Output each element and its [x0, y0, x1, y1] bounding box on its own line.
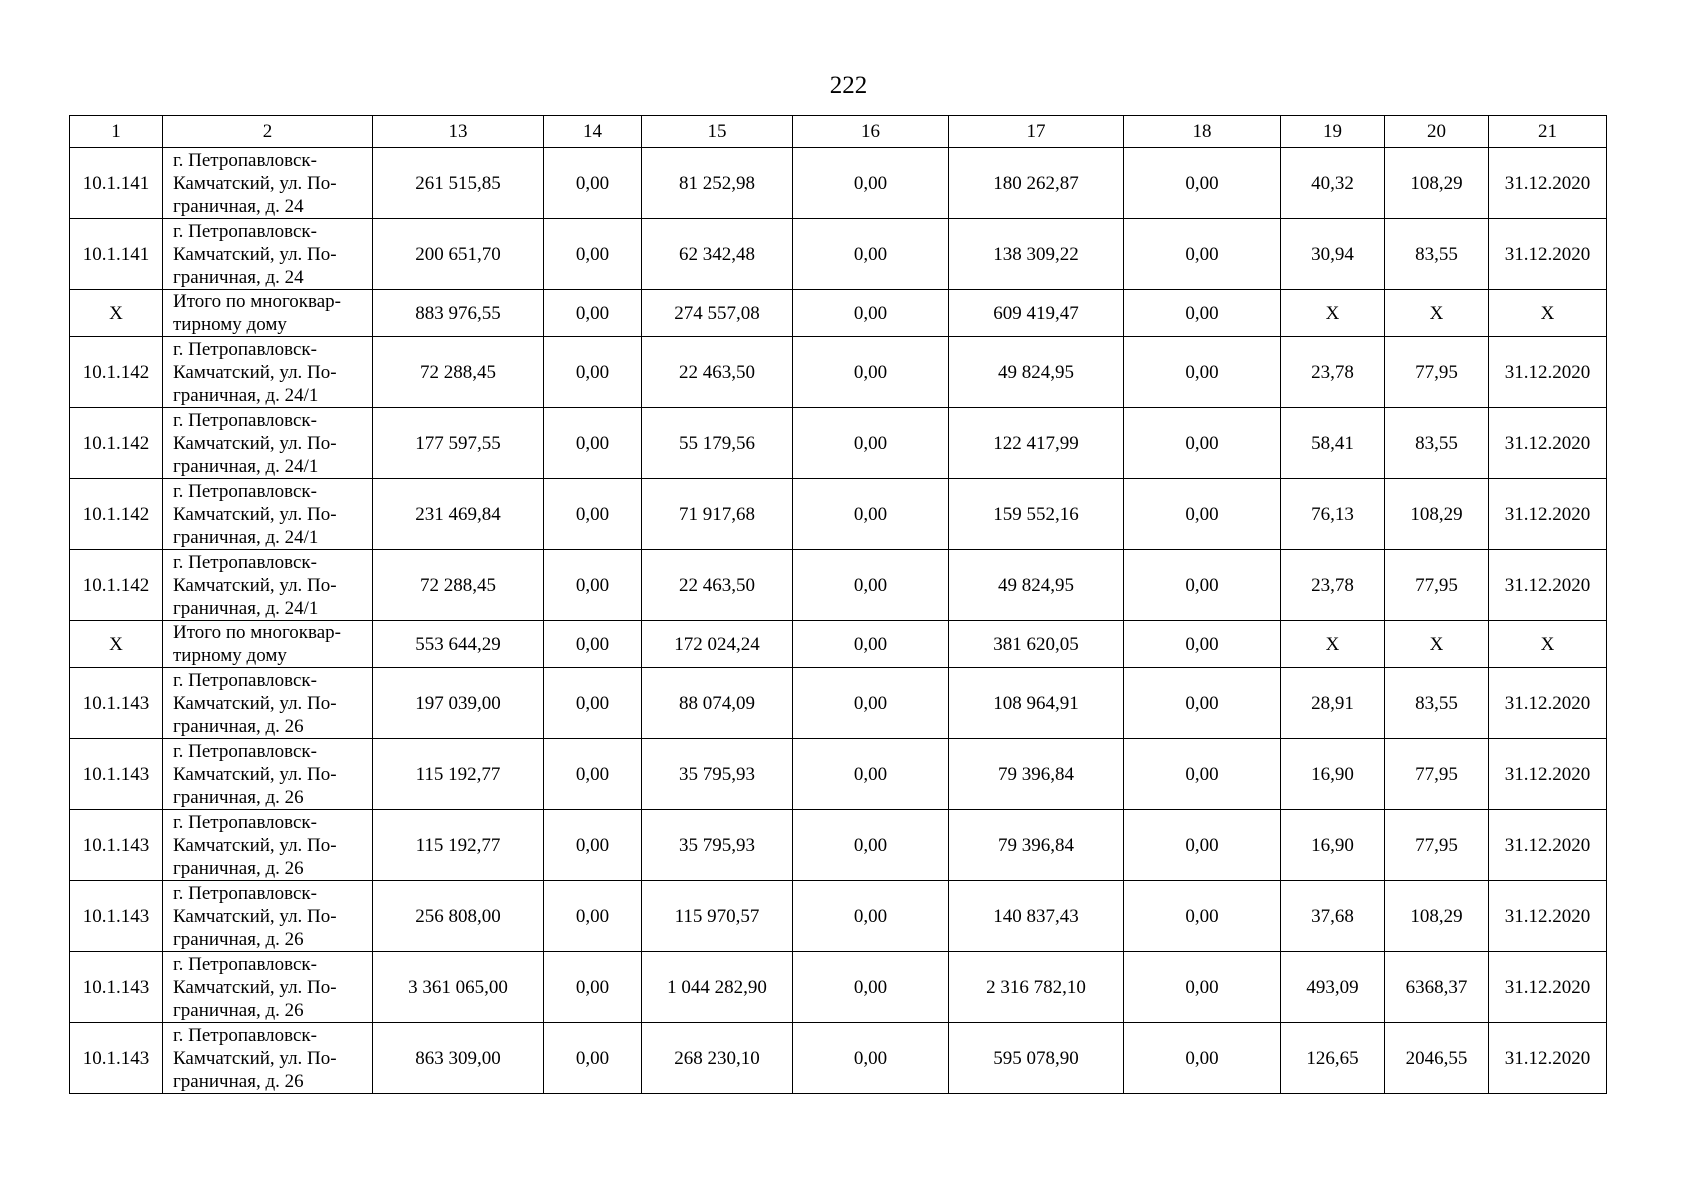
- address-line: г. Петропавловск-: [173, 480, 317, 502]
- cell-address: [163, 148, 373, 219]
- cell-col-14: 0,00: [544, 739, 642, 810]
- address-line: граничная, д. 24: [173, 266, 304, 288]
- address-line: г. Петропавловск-: [173, 1024, 317, 1046]
- cell-col-20: 83,55: [1385, 408, 1489, 479]
- register-table: [69, 115, 1607, 1094]
- cell-col-21: 31.12.2020: [1489, 668, 1607, 739]
- cell-col-15: 55 179,56: [642, 408, 793, 479]
- cell-address: [163, 621, 373, 668]
- address-line: г. Петропавловск-: [173, 149, 317, 171]
- column-number-16: 16: [793, 116, 949, 148]
- cell-col-20: 2046,55: [1385, 1023, 1489, 1094]
- cell-col-17: 49 824,95: [949, 550, 1124, 621]
- cell-col-15: 115 970,57: [642, 881, 793, 952]
- column-number-18: 18: [1124, 116, 1281, 148]
- cell-col-16: 0,00: [793, 739, 949, 810]
- cell-col-14: 0,00: [544, 621, 642, 668]
- cell-col-18: 0,00: [1124, 219, 1281, 290]
- cell-code: 10.1.141: [70, 219, 163, 290]
- address-line: граничная, д. 26: [173, 999, 304, 1021]
- cell-col-20: 83,55: [1385, 219, 1489, 290]
- address-line: г. Петропавловск-: [173, 338, 317, 360]
- column-number-1: 1: [70, 116, 163, 148]
- column-number-row: [70, 116, 1607, 148]
- cell-col-17: 159 552,16: [949, 479, 1124, 550]
- cell-col-17: 79 396,84: [949, 810, 1124, 881]
- cell-col-19: X: [1281, 621, 1385, 668]
- address-line: Камчатский, ул. По-: [173, 692, 337, 714]
- address-line: Камчатский, ул. По-: [173, 976, 337, 998]
- cell-address: [163, 479, 373, 550]
- address-line: граничная, д. 24/1: [173, 526, 319, 548]
- table-row: [70, 148, 1607, 219]
- cell-col-18: 0,00: [1124, 550, 1281, 621]
- cell-address: [163, 1023, 373, 1094]
- cell-col-20: X: [1385, 621, 1489, 668]
- cell-col-19: 76,13: [1281, 479, 1385, 550]
- cell-col-20: 77,95: [1385, 739, 1489, 810]
- cell-col-20: 6368,37: [1385, 952, 1489, 1023]
- cell-col-17: 140 837,43: [949, 881, 1124, 952]
- cell-col-19: 37,68: [1281, 881, 1385, 952]
- cell-col-18: 0,00: [1124, 810, 1281, 881]
- table-row: [70, 952, 1607, 1023]
- cell-col-21: 31.12.2020: [1489, 479, 1607, 550]
- cell-col-15: 71 917,68: [642, 479, 793, 550]
- address-line: граничная, д. 26: [173, 928, 304, 950]
- cell-col-15: 35 795,93: [642, 810, 793, 881]
- address-line: Итого по многоквар-: [173, 622, 341, 643]
- cell-col-13: 197 039,00: [373, 668, 544, 739]
- cell-col-13: 177 597,55: [373, 408, 544, 479]
- cell-col-17: 79 396,84: [949, 739, 1124, 810]
- cell-col-21: 31.12.2020: [1489, 810, 1607, 881]
- total-row: [70, 290, 1607, 337]
- table-row: [70, 219, 1607, 290]
- cell-col-20: 77,95: [1385, 810, 1489, 881]
- cell-address: [163, 739, 373, 810]
- address-line: Итого по многоквар-: [173, 291, 341, 312]
- address-line: Камчатский, ул. По-: [173, 503, 337, 525]
- cell-col-14: 0,00: [544, 952, 642, 1023]
- cell-col-13: 3 361 065,00: [373, 952, 544, 1023]
- cell-col-19: 58,41: [1281, 408, 1385, 479]
- address-line: граничная, д. 24/1: [173, 455, 319, 477]
- cell-col-15: 81 252,98: [642, 148, 793, 219]
- cell-col-19: 23,78: [1281, 337, 1385, 408]
- cell-col-21: 31.12.2020: [1489, 550, 1607, 621]
- cell-address: [163, 550, 373, 621]
- cell-col-13: 863 309,00: [373, 1023, 544, 1094]
- address-line: г. Петропавловск-: [173, 811, 317, 833]
- cell-col-17: 595 078,90: [949, 1023, 1124, 1094]
- cell-col-16: 0,00: [793, 219, 949, 290]
- cell-col-20: 108,29: [1385, 881, 1489, 952]
- column-number-19: 19: [1281, 116, 1385, 148]
- table-row: [70, 881, 1607, 952]
- cell-address: [163, 810, 373, 881]
- cell-col-20: 108,29: [1385, 479, 1489, 550]
- cell-col-20: 77,95: [1385, 337, 1489, 408]
- cell-address: [163, 219, 373, 290]
- cell-col-14: 0,00: [544, 337, 642, 408]
- cell-code: 10.1.143: [70, 1023, 163, 1094]
- cell-col-19: 23,78: [1281, 550, 1385, 621]
- cell-col-16: 0,00: [793, 1023, 949, 1094]
- cell-col-16: 0,00: [793, 337, 949, 408]
- table-row: [70, 550, 1607, 621]
- column-number-21: 21: [1489, 116, 1607, 148]
- cell-col-19: 16,90: [1281, 739, 1385, 810]
- cell-col-21: 31.12.2020: [1489, 1023, 1607, 1094]
- cell-col-15: 172 024,24: [642, 621, 793, 668]
- cell-col-20: 108,29: [1385, 148, 1489, 219]
- cell-code: 10.1.142: [70, 479, 163, 550]
- address-line: граничная, д. 24: [173, 195, 304, 217]
- cell-col-16: 0,00: [793, 550, 949, 621]
- cell-address: [163, 408, 373, 479]
- address-line: тирному дому: [173, 314, 287, 335]
- address-line: г. Петропавловск-: [173, 669, 317, 691]
- cell-col-16: 0,00: [793, 408, 949, 479]
- address-line: граничная, д. 26: [173, 715, 304, 737]
- address-line: г. Петропавловск-: [173, 220, 317, 242]
- address-line: Камчатский, ул. По-: [173, 574, 337, 596]
- cell-col-14: 0,00: [544, 810, 642, 881]
- cell-col-14: 0,00: [544, 668, 642, 739]
- cell-col-17: 122 417,99: [949, 408, 1124, 479]
- cell-col-18: 0,00: [1124, 1023, 1281, 1094]
- cell-col-18: 0,00: [1124, 668, 1281, 739]
- cell-col-19: X: [1281, 290, 1385, 337]
- cell-col-21: 31.12.2020: [1489, 219, 1607, 290]
- address-line: граничная, д. 26: [173, 1070, 304, 1092]
- cell-col-21: 31.12.2020: [1489, 337, 1607, 408]
- column-number-13: 13: [373, 116, 544, 148]
- cell-col-15: 22 463,50: [642, 337, 793, 408]
- cell-col-18: 0,00: [1124, 739, 1281, 810]
- cell-col-14: 0,00: [544, 881, 642, 952]
- cell-code: X: [70, 621, 163, 668]
- cell-col-15: 268 230,10: [642, 1023, 793, 1094]
- cell-address: [163, 337, 373, 408]
- cell-code: 10.1.143: [70, 810, 163, 881]
- address-line: Камчатский, ул. По-: [173, 763, 337, 785]
- cell-col-20: 77,95: [1385, 550, 1489, 621]
- cell-col-16: 0,00: [793, 810, 949, 881]
- table-row: [70, 1023, 1607, 1094]
- cell-col-17: 609 419,47: [949, 290, 1124, 337]
- cell-col-13: 553 644,29: [373, 621, 544, 668]
- cell-col-17: 381 620,05: [949, 621, 1124, 668]
- cell-code: 10.1.143: [70, 739, 163, 810]
- cell-col-13: 72 288,45: [373, 337, 544, 408]
- cell-col-21: 31.12.2020: [1489, 952, 1607, 1023]
- cell-code: 10.1.142: [70, 550, 163, 621]
- cell-col-18: 0,00: [1124, 621, 1281, 668]
- cell-col-15: 62 342,48: [642, 219, 793, 290]
- cell-col-13: 231 469,84: [373, 479, 544, 550]
- cell-col-19: 16,90: [1281, 810, 1385, 881]
- cell-col-16: 0,00: [793, 621, 949, 668]
- cell-col-14: 0,00: [544, 550, 642, 621]
- cell-address: [163, 881, 373, 952]
- address-line: граничная, д. 24/1: [173, 597, 319, 619]
- total-row: [70, 621, 1607, 668]
- cell-col-19: 40,32: [1281, 148, 1385, 219]
- cell-col-18: 0,00: [1124, 290, 1281, 337]
- address-line: Камчатский, ул. По-: [173, 905, 337, 927]
- cell-col-20: 83,55: [1385, 668, 1489, 739]
- address-line: Камчатский, ул. По-: [173, 1047, 337, 1069]
- cell-col-19: 30,94: [1281, 219, 1385, 290]
- table-row: [70, 810, 1607, 881]
- address-line: г. Петропавловск-: [173, 551, 317, 573]
- cell-col-13: 72 288,45: [373, 550, 544, 621]
- cell-col-16: 0,00: [793, 290, 949, 337]
- cell-col-21: 31.12.2020: [1489, 408, 1607, 479]
- address-line: тирному дому: [173, 645, 287, 666]
- cell-col-17: 138 309,22: [949, 219, 1124, 290]
- address-line: Камчатский, ул. По-: [173, 432, 337, 454]
- address-line: г. Петропавловск-: [173, 740, 317, 762]
- table-row: [70, 739, 1607, 810]
- cell-col-21: 31.12.2020: [1489, 739, 1607, 810]
- page-number: 222: [829, 72, 868, 99]
- cell-col-16: 0,00: [793, 479, 949, 550]
- cell-col-20: X: [1385, 290, 1489, 337]
- table-row: [70, 337, 1607, 408]
- column-number-2: 2: [163, 116, 373, 148]
- address-line: граничная, д. 24/1: [173, 384, 319, 406]
- cell-code: 10.1.143: [70, 668, 163, 739]
- cell-col-19: 493,09: [1281, 952, 1385, 1023]
- cell-col-13: 115 192,77: [373, 739, 544, 810]
- address-line: г. Петропавловск-: [173, 953, 317, 975]
- cell-col-18: 0,00: [1124, 408, 1281, 479]
- address-line: Камчатский, ул. По-: [173, 172, 337, 194]
- cell-col-14: 0,00: [544, 219, 642, 290]
- cell-col-13: 883 976,55: [373, 290, 544, 337]
- cell-col-21: 31.12.2020: [1489, 881, 1607, 952]
- cell-col-16: 0,00: [793, 668, 949, 739]
- cell-col-15: 1 044 282,90: [642, 952, 793, 1023]
- cell-col-15: 88 074,09: [642, 668, 793, 739]
- column-number-14: 14: [544, 116, 642, 148]
- cell-col-17: 108 964,91: [949, 668, 1124, 739]
- cell-col-16: 0,00: [793, 881, 949, 952]
- cell-col-16: 0,00: [793, 148, 949, 219]
- column-number-20: 20: [1385, 116, 1489, 148]
- table-body: [70, 116, 1607, 1094]
- cell-col-15: 22 463,50: [642, 550, 793, 621]
- cell-col-17: 49 824,95: [949, 337, 1124, 408]
- cell-address: [163, 290, 373, 337]
- cell-col-16: 0,00: [793, 952, 949, 1023]
- cell-col-13: 256 808,00: [373, 881, 544, 952]
- column-number-15: 15: [642, 116, 793, 148]
- cell-col-18: 0,00: [1124, 479, 1281, 550]
- address-line: граничная, д. 26: [173, 857, 304, 879]
- cell-col-13: 261 515,85: [373, 148, 544, 219]
- cell-col-14: 0,00: [544, 148, 642, 219]
- cell-col-15: 35 795,93: [642, 739, 793, 810]
- cell-col-18: 0,00: [1124, 337, 1281, 408]
- table-row: [70, 408, 1607, 479]
- cell-col-14: 0,00: [544, 408, 642, 479]
- address-line: граничная, д. 26: [173, 786, 304, 808]
- cell-col-21: X: [1489, 621, 1607, 668]
- cell-col-18: 0,00: [1124, 952, 1281, 1023]
- cell-col-21: 31.12.2020: [1489, 148, 1607, 219]
- address-line: Камчатский, ул. По-: [173, 834, 337, 856]
- cell-address: [163, 952, 373, 1023]
- table-row: [70, 479, 1607, 550]
- cell-code: 10.1.143: [70, 881, 163, 952]
- address-line: г. Петропавловск-: [173, 409, 317, 431]
- cell-code: 10.1.143: [70, 952, 163, 1023]
- address-line: Камчатский, ул. По-: [173, 243, 337, 265]
- cell-col-21: X: [1489, 290, 1607, 337]
- cell-col-19: 126,65: [1281, 1023, 1385, 1094]
- table-row: [70, 668, 1607, 739]
- cell-col-17: 2 316 782,10: [949, 952, 1124, 1023]
- column-number-17: 17: [949, 116, 1124, 148]
- cell-col-13: 115 192,77: [373, 810, 544, 881]
- cell-col-14: 0,00: [544, 479, 642, 550]
- cell-col-18: 0,00: [1124, 148, 1281, 219]
- cell-col-19: 28,91: [1281, 668, 1385, 739]
- cell-code: X: [70, 290, 163, 337]
- cell-code: 10.1.142: [70, 408, 163, 479]
- address-line: Камчатский, ул. По-: [173, 361, 337, 383]
- cell-code: 10.1.141: [70, 148, 163, 219]
- cell-col-14: 0,00: [544, 1023, 642, 1094]
- cell-col-14: 0,00: [544, 290, 642, 337]
- cell-col-18: 0,00: [1124, 881, 1281, 952]
- cell-code: 10.1.142: [70, 337, 163, 408]
- cell-address: [163, 668, 373, 739]
- cell-col-17: 180 262,87: [949, 148, 1124, 219]
- cell-col-13: 200 651,70: [373, 219, 544, 290]
- address-line: г. Петропавловск-: [173, 882, 317, 904]
- cell-col-15: 274 557,08: [642, 290, 793, 337]
